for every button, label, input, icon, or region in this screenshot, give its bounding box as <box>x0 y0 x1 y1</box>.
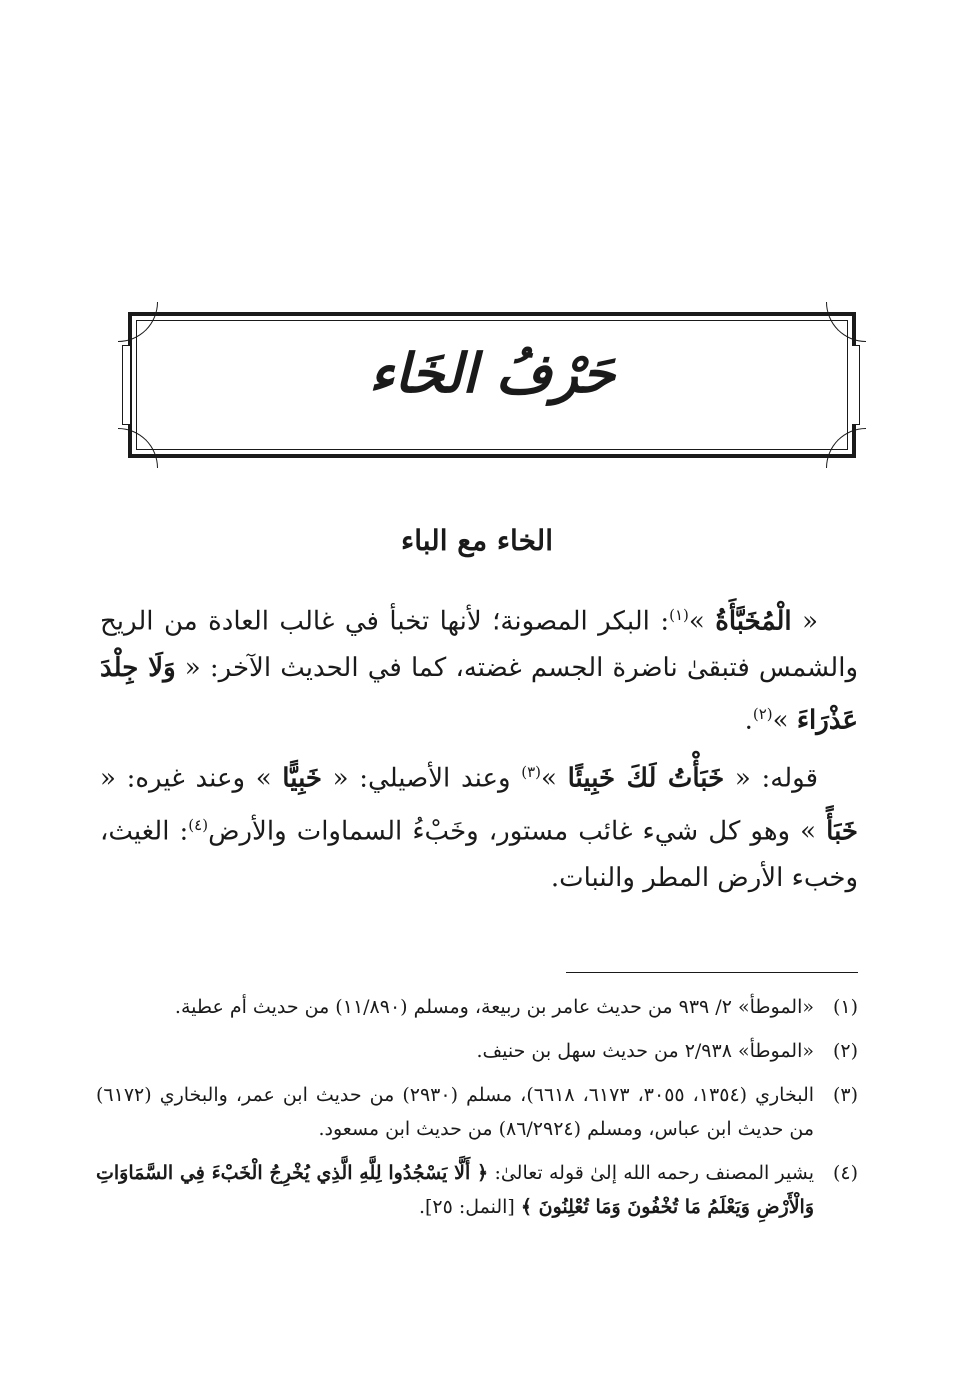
footnote-ref[interactable]: (٤) <box>188 815 209 834</box>
footnote-ref[interactable]: (٢) <box>752 704 773 723</box>
variant-term: خَبِيًّا <box>282 763 322 794</box>
footnote-number: (٣) <box>832 1084 858 1106</box>
frame-side-ornament <box>852 345 860 425</box>
paragraph-text: » وهو كل شيء غائب مستور، وخَبْءُ السماوات والأرض <box>208 816 827 847</box>
variant-term: خَبَأً <box>826 816 858 847</box>
footnote-item <box>96 990 858 1024</box>
paragraph-text: قوله: « <box>724 763 818 794</box>
quote-mark: « <box>791 606 818 637</box>
footnote-ref[interactable]: (١) <box>669 606 689 624</box>
footnote-text: البخاري (١٣٥٤، ٣٠٥٥، ٦١٧٣، ٦٦١٨)، مسلم (٢٩٣٠) من حديث ابن عمر، والبخاري (٦١٧٢) من حديث ابن عباس، ومسلم (٨٦/٢٩٢٤) من حديث ابن مسعود. <box>96 1084 815 1140</box>
quote-mark: » <box>688 606 716 637</box>
quran-verse: ﴿ أَلَّا يَسْجُدُوا لِلَّهِ الَّذِي يُخْرِجُ الْخَبْءَ فِي السَّمَاوَاتِ وَالْأَرْضِ وَيَعْلَمُ مَا تُخْفُونَ وَمَا تُعْلِنُونَ ﴾ <box>96 1162 814 1218</box>
body-text <box>100 592 858 907</box>
chapter-title: حَرْفُ الخَاء <box>368 341 616 405</box>
paragraph <box>100 749 858 900</box>
footnotes <box>96 990 858 1234</box>
paragraph-text: : الغيث، وخبء الأرض المطر والنبات. <box>100 816 858 893</box>
quote-mark: » <box>541 763 568 794</box>
footnote-number: (٢) <box>832 1040 858 1062</box>
hadith-quote: وَلَا جِلْدَ عَذْرَاءَ <box>100 652 858 736</box>
footnote-separator <box>566 972 858 973</box>
footnote-text: «الموطأ» ٢/٩٣٨ من حديث سهل بن حنيف. <box>476 1040 814 1062</box>
footnote-text <box>96 1156 814 1224</box>
footnote-lead: يشير المصنف رحمه الله إلىٰ قوله تعالىٰ: <box>488 1162 814 1184</box>
paragraph-text: وعند الأصيلي: « <box>321 763 522 794</box>
footnote-ref[interactable]: (٣) <box>521 763 541 782</box>
defined-term: الْمُخَبَّأَةُ <box>715 606 792 637</box>
footnote-item <box>96 1034 858 1068</box>
punctuation: . <box>744 705 753 736</box>
footnote-number: (٤) <box>832 1162 858 1184</box>
frame-side-ornament <box>122 345 130 425</box>
paragraph-text: » وعند غيره: « <box>100 763 283 794</box>
footnote-item <box>96 1078 858 1146</box>
paragraph <box>100 592 858 743</box>
verse-citation: [النمل: ٢٥]. <box>418 1196 521 1218</box>
quote-mark: » <box>772 705 797 736</box>
footnote-text: «الموطأ» ٢/ ٩٣٩ من حديث عامر بن ربيعة، ومسلم (١١/٨٩٠) من حديث أم عطية. <box>174 996 814 1018</box>
paragraph-text: : البكر المصونة؛ لأنها تخبأ في غالب العادة من الريح والشمس فتبقىٰ ناضرة الجسم غضته، كما في الحديث الآخر: « <box>100 606 859 683</box>
footnote-number: (١) <box>832 996 858 1018</box>
footnote-item <box>96 1156 858 1224</box>
section-heading: الخاء مع الباء <box>401 524 553 557</box>
hadith-quote: خَبَأْتُ لَكَ خَبِيئًا <box>567 763 725 794</box>
